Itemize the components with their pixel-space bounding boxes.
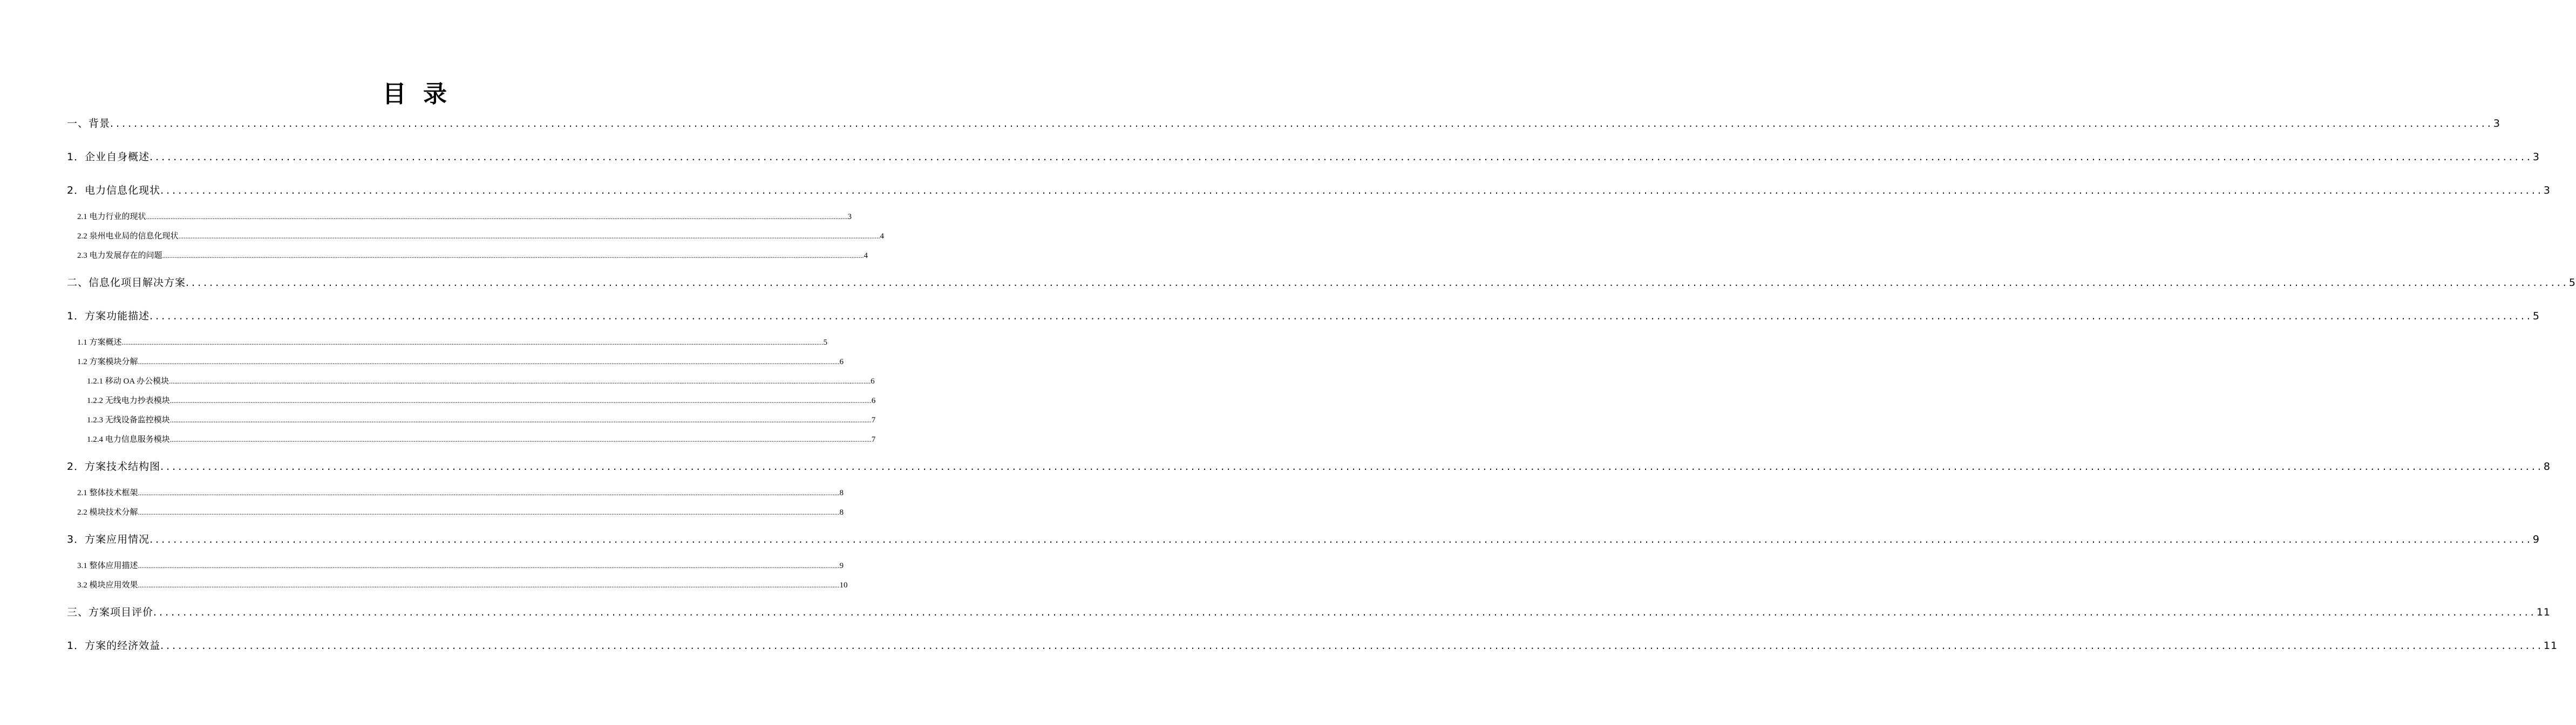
toc-entry-label: 1．企业自身概述 xyxy=(67,151,150,163)
toc-leader-dots: ................................................................................................................................................................................................................................................................................................................................................................................................................ xyxy=(169,435,872,443)
toc-entry-label: 2.3 电力发展存在的问题 xyxy=(77,251,162,260)
toc-leader-dots: ................................................................................................................................................................................................................................................................................................................................................................................................................ xyxy=(160,461,2544,473)
toc-leader-dots: ................................................................................................................................................................................................................................................................................................................................................................................................................ xyxy=(160,184,2544,196)
toc-entry-label: 1.1 方案概述 xyxy=(77,338,122,347)
toc-entry-label: 1.2.1 移动 OA 办公模块 xyxy=(87,377,169,386)
toc-page-number: 4 xyxy=(864,251,868,260)
toc-leader-dots: ................................................................................................................................................................................................................................................................................................................................................................................................................ xyxy=(138,581,840,589)
toc-page-number: 3 xyxy=(2493,118,2500,129)
toc-leader-dots: ................................................................................................................................................................................................................................................................................................................................................................................................................ xyxy=(153,606,2537,618)
toc-entry-label: 2．方案技术结构图 xyxy=(67,461,161,473)
toc-entry[interactable] xyxy=(67,115,2500,130)
toc-page-number: 11 xyxy=(2536,606,2551,618)
toc-entry[interactable] xyxy=(77,336,828,347)
toc-page-number: 9 xyxy=(2532,534,2540,545)
toc-leader-dots: ................................................................................................................................................................................................................................................................................................................................................................................................................ xyxy=(169,396,872,405)
toc-entry[interactable] xyxy=(77,487,844,498)
toc-leader-dots: ................................................................................................................................................................................................................................................................................................................................................................................................................ xyxy=(110,118,2493,129)
toc-entry-label: 2.1 电力行业的现状 xyxy=(77,213,146,221)
toc-entry[interactable] xyxy=(87,375,875,386)
toc-leader-dots: ................................................................................................................................................................................................................................................................................................................................................................................................................ xyxy=(138,489,840,497)
toc-leader-dots: ................................................................................................................................................................................................................................................................................................................................................................................................................ xyxy=(138,562,840,570)
toc-leader-dots: ................................................................................................................................................................................................................................................................................................................................................................................................................ xyxy=(149,534,2533,545)
toc-page-number: 5 xyxy=(2568,277,2576,289)
toc-entry-label: 2.2 泉州电业局的信息化现状 xyxy=(77,232,179,241)
toc-leader-dots: ................................................................................................................................................................................................................................................................................................................................................................................................................ xyxy=(121,338,824,346)
toc-entry[interactable] xyxy=(67,638,2558,652)
toc-entry[interactable] xyxy=(77,506,844,517)
toc-leader-dots: ................................................................................................................................................................................................................................................................................................................................................................................................................ xyxy=(149,151,2533,163)
toc-entry-label: 一、背景 xyxy=(67,118,111,129)
toc-entry-label: 1.2.2 无线电力抄表模块 xyxy=(87,396,170,405)
toc-entry[interactable] xyxy=(67,308,2540,323)
toc-entry[interactable] xyxy=(67,182,2551,197)
toc-entry-label: 1.2 方案模块分解 xyxy=(77,358,138,366)
toc-page-number: 5 xyxy=(823,338,828,347)
toc-entry-label: 1.2.3 无线设备监控模块 xyxy=(87,416,170,425)
toc-page-number: 11 xyxy=(2543,640,2558,652)
toc-entry[interactable] xyxy=(77,579,848,590)
toc-leader-dots: ................................................................................................................................................................................................................................................................................................................................................................................................................ xyxy=(186,277,2569,289)
toc-page-number: 5 xyxy=(2532,310,2540,322)
toc-entry[interactable] xyxy=(67,531,2540,546)
toc-entry-label: 二、信息化项目解决方案 xyxy=(67,277,186,289)
toc-page-number: 6 xyxy=(871,377,875,386)
toc-entry[interactable] xyxy=(87,433,876,444)
toc-entry[interactable] xyxy=(67,149,2540,163)
toc-entry-label: 3．方案应用情况 xyxy=(67,534,150,545)
toc-page-number: 6 xyxy=(839,358,844,366)
toc-entry-label: 三、方案项目评价 xyxy=(67,606,154,618)
toc-title: 目 录 xyxy=(382,80,451,108)
toc-leader-dots: ................................................................................................................................................................................................................................................................................................................................................................................................................ xyxy=(146,213,848,221)
toc-entry[interactable] xyxy=(67,604,2551,619)
toc-leader-dots: ................................................................................................................................................................................................................................................................................................................................................................................................................ xyxy=(162,251,864,259)
toc-entry[interactable] xyxy=(77,559,844,571)
toc-entry[interactable] xyxy=(87,414,876,425)
toc-leader-dots: ................................................................................................................................................................................................................................................................................................................................................................................................................ xyxy=(149,310,2533,322)
toc-entry-label: 1.2.4 电力信息服务模块 xyxy=(87,435,170,444)
toc-entry-label: 2．电力信息化现状 xyxy=(67,184,161,196)
toc-entry-label: 3.2 模块应用效果 xyxy=(77,581,138,590)
toc-entry[interactable] xyxy=(87,394,876,406)
toc-leader-dots: ................................................................................................................................................................................................................................................................................................................................................................................................................ xyxy=(138,358,840,366)
toc-entry[interactable] xyxy=(67,459,2551,473)
toc-entry[interactable] xyxy=(77,210,852,222)
toc-leader-dots: ................................................................................................................................................................................................................................................................................................................................................................................................................ xyxy=(169,377,871,385)
toc-page-number: 4 xyxy=(880,232,885,241)
toc-page-number: 7 xyxy=(871,416,876,425)
toc-page-number: 3 xyxy=(847,213,852,221)
toc-page-number: 3 xyxy=(2543,184,2551,196)
toc-page-number: 8 xyxy=(839,489,844,497)
toc-leader-dots: ................................................................................................................................................................................................................................................................................................................................................................................................................ xyxy=(178,232,880,240)
toc-leader-dots: ................................................................................................................................................................................................................................................................................................................................................................................................................ xyxy=(160,640,2544,652)
toc-entry[interactable] xyxy=(67,275,2576,289)
toc-entry-label: 2.2 模块技术分解 xyxy=(77,508,138,517)
toc-page-number: 9 xyxy=(839,562,844,570)
toc-entry[interactable] xyxy=(77,230,885,241)
toc-leader-dots: ................................................................................................................................................................................................................................................................................................................................................................................................................ xyxy=(138,508,840,516)
toc-leader-dots: ................................................................................................................................................................................................................................................................................................................................................................................................................ xyxy=(169,416,872,424)
toc-page-number: 10 xyxy=(839,581,848,590)
toc-page-number: 8 xyxy=(839,508,844,517)
toc-page-number: 7 xyxy=(871,435,876,444)
toc-page-number: 6 xyxy=(871,396,876,405)
toc-entry-label: 2.1 整体技术框架 xyxy=(77,489,138,497)
toc-entry-label: 1．方案功能描述 xyxy=(67,310,150,322)
toc-entry[interactable] xyxy=(77,249,868,261)
toc-entry[interactable] xyxy=(77,355,844,367)
toc-page-number: 3 xyxy=(2532,151,2540,163)
toc-entry-label: 1．方案的经济效益 xyxy=(67,640,161,652)
toc-page-number: 8 xyxy=(2543,461,2551,473)
toc-entry-label: 3.1 整体应用描述 xyxy=(77,562,138,570)
